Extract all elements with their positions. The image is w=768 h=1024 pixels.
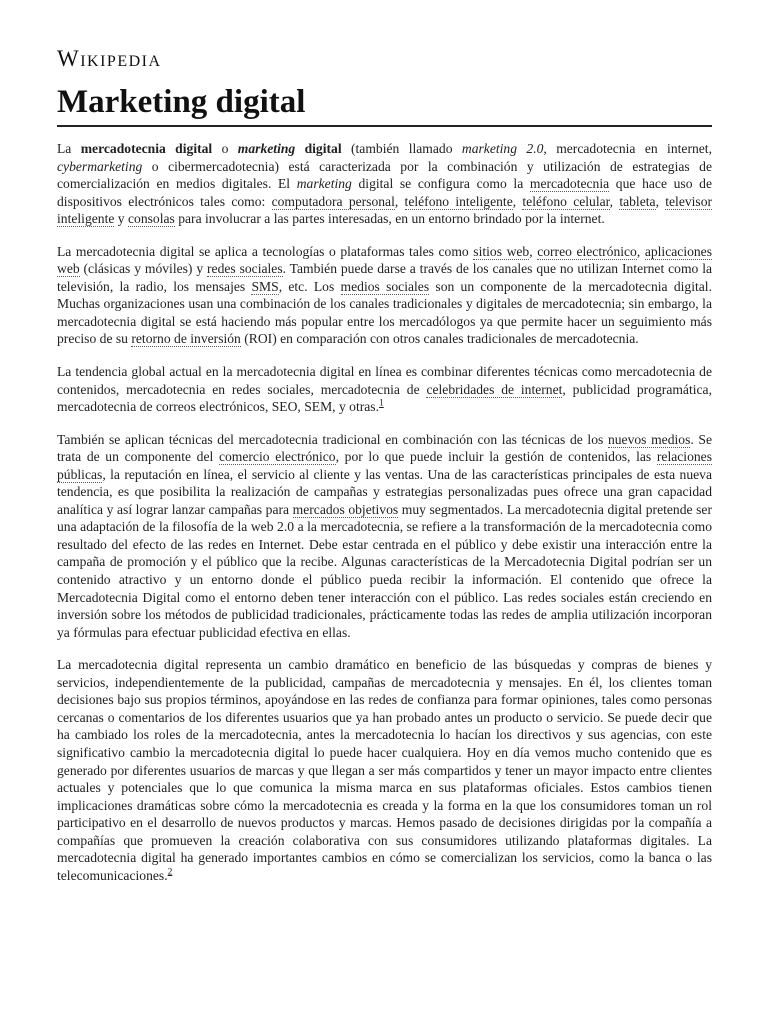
article-link[interactable]: teléfono celular (522, 193, 610, 209)
text-run: La tendencia global actual en la mercadotecnia digital en línea es combinar diferentes técnicas como mercadotecnia de contenidos, mercadotecnia en redes sociales, mercadotecnia de (57, 364, 712, 397)
text-run: , (512, 193, 523, 209)
text-run: (clásicas y móviles) y (79, 261, 208, 277)
article-paragraph (57, 140, 712, 228)
article-body (57, 140, 712, 899)
text-run: . Se trata de un componente del (57, 431, 712, 465)
article-link[interactable]: mercadotecnia (529, 176, 610, 192)
text-run: digital se configura como la (351, 176, 530, 192)
article-link[interactable]: nuevos medios (607, 431, 691, 447)
text-run: son un componente de la mercadotecnia digital. Muchas organizaciones usan una combinación de los canales tradicionales y digitales de mercadotecnia; sin embargo, la mercadotecnia digital se está haciendo más popular entre los mercadólogos ya que permite hacer un seguimiento más preciso de su (57, 278, 712, 347)
italic-term: marketing 2.0 (461, 141, 544, 156)
article-link[interactable]: teléfono inteligente (404, 193, 513, 209)
reference-link[interactable]: 1 (379, 398, 384, 409)
article-link[interactable]: comercio electrónico (218, 449, 336, 465)
text-run: , mercadotecnia en internet, (543, 141, 712, 156)
article-paragraph (57, 656, 712, 884)
title-divider (57, 125, 712, 127)
text-run: (ROI) en comparación con otros canales tradicionales de mercadotecnia. (240, 331, 639, 347)
article-paragraph (57, 363, 712, 416)
text-run: (también llamado (341, 141, 462, 156)
article-paragraph (57, 243, 712, 348)
article-link[interactable]: televisor inteligente (57, 193, 713, 227)
text-run: También se aplican técnicas del mercadotecnia tradicional en combinación con las técnicas de los (57, 431, 608, 447)
wikipedia-logo: Wikipedia (57, 46, 162, 71)
italic-term: cybermarketing (57, 158, 143, 174)
reference-sup (379, 399, 384, 409)
article-link[interactable]: tableta (619, 193, 656, 209)
reference-sup (168, 867, 173, 877)
article-link[interactable]: celebridades de internet (426, 381, 563, 397)
text-run: La mercadotecnia digital representa un cambio dramático en beneficio de las búsquedas y compras de bienes y servicios, independientemente de la publicidad, campañas de mercadotecnia y mensajes. En él, los clientes toman decisiones bajo sus propios términos, apoyándose en las redes de confianza para formar opiniones, tales como personas cercanas o comentarios de los diferentes usuarios que ya han probado antes un producto o servicio. Se puede decir que ha cambiado los roles de la mercadotecnia, antes la mercadotecnia lo hacían los directivos y sus agencias, con este significativo cambio la mercadotecnia digital lo puede hacer cualquiera. Hoy en día vemos mucho contenido que es generado por diferentes usuarios de marcas y que llegan a ser más compartidos y tener un mayor impacto entre clientes actuales y potenciales que lo que comunica la misma marca en sus plataformas oficiales. Estos cambios tienen implicaciones dramáticas sobre cómo la mercadotecnia es creada y la forma en la que los consumidores toman un rol participativo en el desarrollo de nuevos productos y marcas. Hemos pasado de decisiones dirigidas por la compañía a compañías que promueven la creación colaborativa con sus consumidores utilizando plataformas digitales. La mercadotecnia digital ha generado importantes cambios en cómo se comercializan los servicios, como la banca o las telecomunicaciones. (57, 657, 712, 883)
text-run: , (529, 243, 538, 259)
text-run: , por lo que puede incluir la gestión de contenidos, las (335, 449, 657, 465)
italic-term: marketing (296, 176, 352, 192)
article-link[interactable]: SMS (251, 278, 279, 294)
article-link[interactable]: computadora personal (271, 193, 395, 209)
article-link[interactable]: aplicaciones web (57, 243, 713, 277)
article-link[interactable]: redes sociales (207, 261, 283, 277)
text-run: , (609, 193, 620, 209)
page-title: Marketing digital (57, 84, 306, 120)
article-link[interactable]: mercados objetivos (292, 501, 399, 517)
text-run: y (114, 211, 128, 227)
text-run: , etc. Los (278, 278, 341, 294)
text-run: , (655, 193, 666, 209)
article-paragraph (57, 431, 712, 642)
article-link[interactable]: relaciones públicas (57, 449, 712, 482)
reference-link[interactable]: 2 (167, 867, 173, 878)
text-run: muy segmentados. La mercadotecnia digital pretende ser una adaptación de la filosofía de la web 2.0 a la mercadotecnia, se refiere a la transformación de la mercadotecnia como resultado del efecto de las redes en Internet. Debe estar centrada en el público y debe existir una interacción entre la campaña de promoción y el público que la recibe. Algunas características de la Mercadotecnia Digital podrían ser un contenido atractivo y un entorno donde el público pueda recibir la información. El contenido que ofrece la Mercadotecnia Digital como el entorno deben tener interacción con el público. Las redes sociales están creciendo en inversión sobre los métodos de publicidad tradicionales, prácticamente todas las redes de amplia utilización incorporan ya fórmulas para efectuar publicidad efectiva en ellas. (57, 501, 712, 640)
text-run: que hace uso de dispositivos electrónicos tales como: (57, 176, 712, 209)
text-run: La (57, 141, 81, 156)
bold-term: digital (295, 141, 342, 156)
text-run: La mercadotecnia digital se aplica a tecnologías o plataformas tales como (57, 243, 474, 259)
bold-term: marketing (237, 141, 296, 156)
text-run: . También puede darse a través de los canales que no utilizan Internet como la televisión, la radio, los mensajes (57, 261, 713, 294)
article-link[interactable]: correo electrónico (537, 243, 637, 259)
text-run: para involucrar a las partes interesadas, en un entorno brindado por la internet. (174, 211, 605, 227)
text-run: , (394, 193, 405, 209)
article-link[interactable]: sitios web (473, 243, 530, 259)
text-run: , (636, 243, 645, 259)
article-link[interactable]: medios sociales (340, 278, 430, 294)
text-run: o cibermercadotecnia) está caracterizada por la combinación y utilización de estrategias de comercialización en medios digitales. El (57, 158, 712, 192)
article-link[interactable]: consolas (127, 211, 175, 227)
article-link[interactable]: retorno de inversión (131, 331, 241, 347)
bold-term: mercadotecnia digital (80, 141, 213, 156)
text-run: , la reputación en línea, el servicio al cliente y las ventas. Una de las características principales de esta nueva tendencia, es que posibilita la realización de campañas y estrategias personalizadas pues ofrece una gran capacidad analítica y así lograr lanzar campañas para (57, 466, 712, 517)
text-run: o (212, 141, 238, 156)
text-run: , publicidad programática, mercadotecnia de correos electrónicos, SEO, SEM, y otras. (57, 381, 712, 415)
